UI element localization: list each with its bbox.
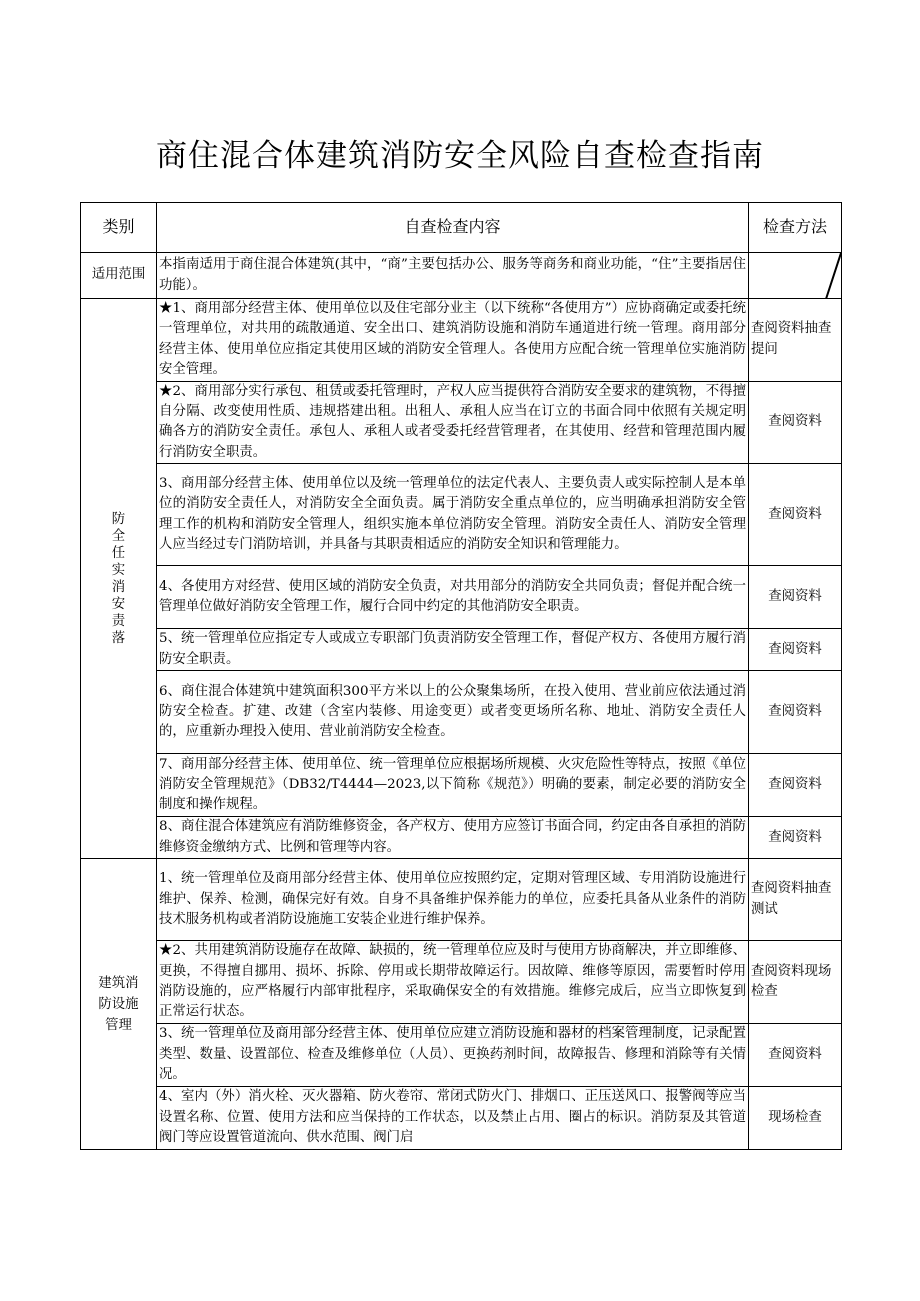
table-row bbox=[81, 1086, 842, 1149]
item-content: 6、商住混合体建筑中建筑面积300平方米以上的公众聚集场所，在投入使用、营业前应依法通过消防安全检查。扩建、改建（含室内装修、用途变更）或者变更场所名称、地址、消防安全责任人的，应重新办理投入使用、营业前消防安全检查。 bbox=[157, 671, 749, 754]
header-method: 检查方法 bbox=[749, 203, 842, 253]
item-content: 8、商住混合体建筑应有消防维修资金，各产权方、使用方应签订书面合同，约定由各自承担的消防维修资金缴纳方式、比例和管理等内容。 bbox=[157, 817, 749, 859]
item-method: 查阅资料 bbox=[749, 754, 842, 817]
item-content: 4、室内（外）消火栓、灭火器箱、防火卷帘、常闭式防火门、排烟口、正压送风口、报警阀等应当设置名称、位置、使用方法和应当保持的工作状态，以及禁止占用、圈占的标识。消防泵及其管道阀门等应设置管道流向、供水范围、阀门启 bbox=[157, 1086, 749, 1149]
header-row bbox=[81, 203, 842, 253]
table-row bbox=[81, 817, 842, 859]
section-category-facilities: 建筑消防设施管理 bbox=[81, 859, 157, 1150]
item-method: 查阅资料抽查测试 bbox=[749, 859, 842, 941]
page-title: 商住混合体建筑消防安全风险自查检查指南 bbox=[156, 138, 764, 174]
table-row bbox=[81, 1023, 842, 1086]
item-content: 1、统一管理单位及商用部分经营主体、使用单位应按照约定，定期对管理区域、专用消防设施进行维护、保养、检测，确保完好有效。自身不具备维护保养能力的单位，应委托具备从业条件的消防技术服务机构或者消防设施施工安装企业进行维护保养。 bbox=[157, 859, 749, 941]
item-method: 查阅资料 bbox=[749, 629, 842, 671]
item-content: ★1、商用部分经营主体、使用单位以及住宅部分业主（以下统称“各使用方”）应协商确定或委托统一管理单位，对共用的疏散通道、安全出口、建筑消防设施和消防车通道进行统一管理。商用部分经营主体、使用单位应指定其使用区域的消防安全管理人。各使用方应配合统一管理单位实施消防安全管理。 bbox=[157, 299, 749, 382]
table-row bbox=[81, 941, 842, 1024]
item-method: 现场检查 bbox=[749, 1086, 842, 1149]
item-method: 查阅资料 bbox=[749, 671, 842, 754]
item-method: 查阅资料抽查提问 bbox=[749, 299, 842, 382]
item-method: 查阅资料 bbox=[749, 566, 842, 629]
item-method: 查阅资料 bbox=[749, 464, 842, 566]
table-row bbox=[81, 464, 842, 566]
item-content: 3、商用部分经营主体、使用单位以及统一管理单位的法定代表人、主要负责人或实际控制人是本单位的消防安全责任人，对消防安全全面负责。属于消防安全重点单位的，应当明确承担消防安全管理工作的机构和消防安全管理人，组织实施本单位消防安全管理。消防安全责任人、消防安全管理人应当经过专门消防培训，并具备与其职责相适应的消防安全知识和管理能力。 bbox=[157, 464, 749, 566]
table-row bbox=[81, 754, 842, 817]
scope-row bbox=[81, 253, 842, 299]
scope-category: 适用范围 bbox=[81, 253, 157, 299]
table-row bbox=[81, 566, 842, 629]
scope-method-empty bbox=[749, 253, 842, 299]
header-category: 类别 bbox=[81, 203, 157, 253]
guide-table bbox=[80, 202, 842, 1150]
item-content: 5、统一管理单位应指定专人或成立专职部门负责消防安全管理工作，督促产权方、各使用方履行消防安全职责。 bbox=[157, 629, 749, 671]
item-content: ★2、商用部分实行承包、租赁或委托管理时，产权人应当提供符合消防安全要求的建筑物，不得擅自分隔、改变使用性质、违规搭建出租。出租人、承租人应当在订立的书面合同中依照有关规定明确各方的消防安全责任。承包人、承租人或者受委托经营管理者，在其使用、经营和管理范围内履行消防安全职责。 bbox=[157, 381, 749, 464]
item-method: 查阅资料 bbox=[749, 817, 842, 859]
item-method: 查阅资料 bbox=[749, 1023, 842, 1086]
item-method: 查阅资料现场检查 bbox=[749, 941, 842, 1024]
item-content: 3、统一管理单位及商用部分经营主体、使用单位应建立消防设施和器材的档案管理制度，记录配置类型、数量、设置部位、检查及维修单位（人员）、更换药剂时间，故障报告、修理和消除等有关情况。 bbox=[157, 1023, 749, 1086]
table-row bbox=[81, 381, 842, 464]
section-category-responsibility: 防全任实消安责落 bbox=[81, 299, 157, 859]
item-content: 7、商用部分经营主体、使用单位、统一管理单位应根据场所规模、火灾危险性等特点，按照《单位消防安全管理规范》（DB32/T4444—2023,以下简称《规范》）明确的要素，制定必要的消防安全制度和操作规程。 bbox=[157, 754, 749, 817]
table-row bbox=[81, 859, 842, 941]
item-method: 查阅资料 bbox=[749, 381, 842, 464]
item-content: 4、各使用方对经营、使用区域的消防安全负责，对共用部分的消防安全共同负责；督促并配合统一管理单位做好消防安全管理工作，履行合同中约定的其他消防安全职责。 bbox=[157, 566, 749, 629]
item-content: ★2、共用建筑消防设施存在故障、缺损的，统一管理单位应及时与使用方协商解决，并立即维修、更换，不得擅自挪用、损坏、拆除、停用或长期带故障运行。因故障、维修等原因，需要暂时停用消防设施的，应严格履行内部审批程序，采取确保安全的有效措施。维修完成后，应当立即恢复到正常运行状态。 bbox=[157, 941, 749, 1024]
header-content: 自查检查内容 bbox=[157, 203, 749, 253]
table-row bbox=[81, 629, 842, 671]
scope-content: 本指南适用于商住混合体建筑(其中，“商”主要包括办公、服务等商务和商业功能，“住”主要指居住功能）。 bbox=[157, 253, 749, 299]
diagonal-slash bbox=[748, 253, 841, 299]
table-row bbox=[81, 671, 842, 754]
table-row bbox=[81, 299, 842, 382]
